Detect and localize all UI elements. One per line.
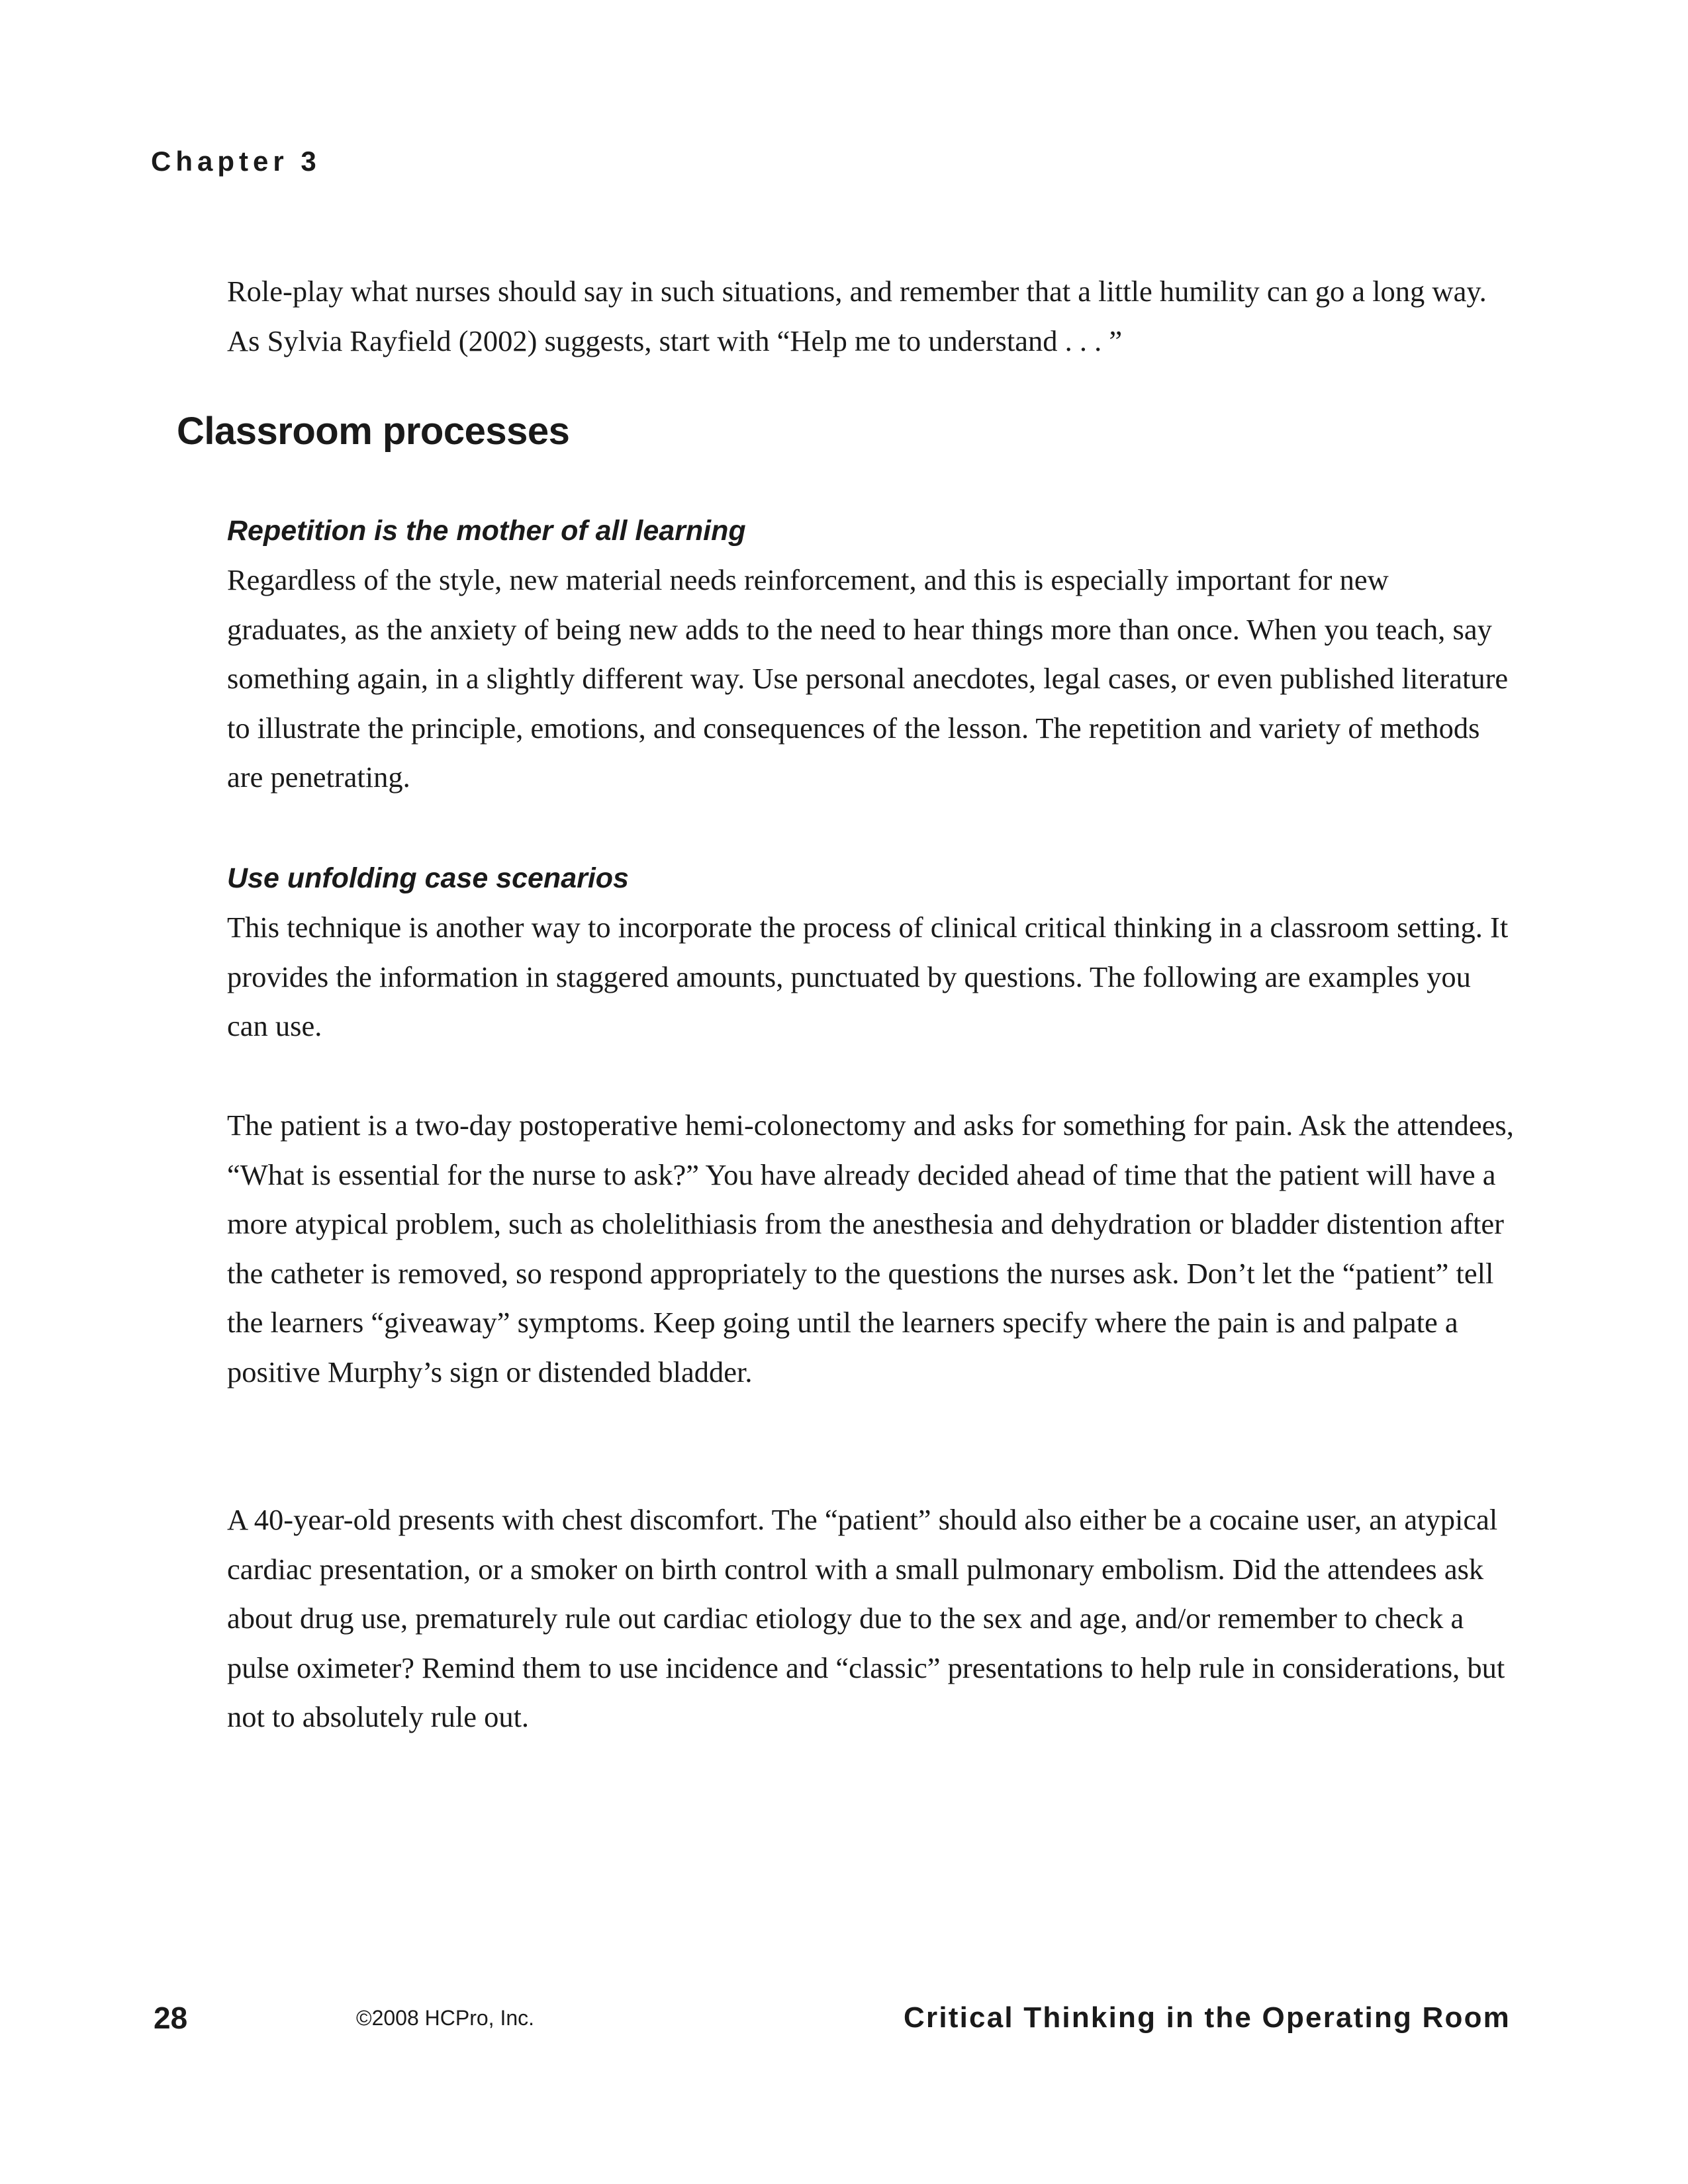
chapter-label: Chapter 3 [151, 146, 321, 177]
case-scenario-colonectomy [227, 1101, 1515, 1396]
subsection-heading: Repetition is the mother of all learning [227, 515, 746, 547]
subsection-unfolding-cases [227, 854, 1515, 1051]
page-number: 28 [154, 2001, 188, 2035]
book-title: Critical Thinking in the Operating Room [904, 2001, 1511, 2034]
section-title: Classroom processes [177, 410, 570, 453]
case-scenario-chest-discomfort [227, 1495, 1515, 1742]
subsection-paragraph: This technique is another way to incorporate the process of clinical critical thinking in a classroom setting. It provides the information in staggered amounts, punctuated by questions. The following are examples you can use. [227, 911, 1509, 1042]
case-paragraph: A 40-year-old presents with chest discomfort. The “patient” should also either be a cocaine user, an atypical cardiac presentation, or a smoker on birth control with a small pulmonary embolism. Did the attendees ask about drug use, prematurely rule out cardiac etiology due to the sex and age, and/or remember to check a pulse oximeter? Remind them to use incidence and “classic” presentations to help rule in considerations, but not to absolutely rule out. [227, 1503, 1505, 1733]
subsection-paragraph: Regardless of the style, new material needs reinforcement, and this is especially important for new graduates, as the anxiety of being new adds to the need to hear things more than once. When you teach, say something again, in a slightly different way. Use personal anecdotes, legal cases, or even published literature to illustrate the principle, emotions, and consequences of the lesson. The repetition and variety of methods are penetrating. [227, 563, 1509, 794]
subsection-heading: Use unfolding case scenarios [227, 862, 629, 894]
case-paragraph: The patient is a two-day postoperative hemi-colonectomy and asks for something for pain. Ask the attendees, “What is essential for the nurse to ask?” You have already decided ahead of time that the patient will have a more atypical problem, such as cholelithiasis from the anesthesia and dehydration or bladder distention after the catheter is removed, so respond appropriately to the questions the nurses ask. Don’t let the “patient” tell the learners “giveaway” symptoms. Keep going until the learners specify where the pain is and palpate a positive Murphy’s sign or distended bladder. [227, 1109, 1514, 1388]
intro-paragraph: Role-play what nurses should say in such situations, and remember that a little humility can go a long way. As Sylvia Rayfield (2002) suggests, start with “Help me to understand . . . ” [227, 275, 1487, 357]
intro-block [227, 267, 1515, 365]
copyright-notice: ©2008 HCPro, Inc. [356, 2006, 535, 2030]
subsection-repetition [227, 506, 1515, 802]
